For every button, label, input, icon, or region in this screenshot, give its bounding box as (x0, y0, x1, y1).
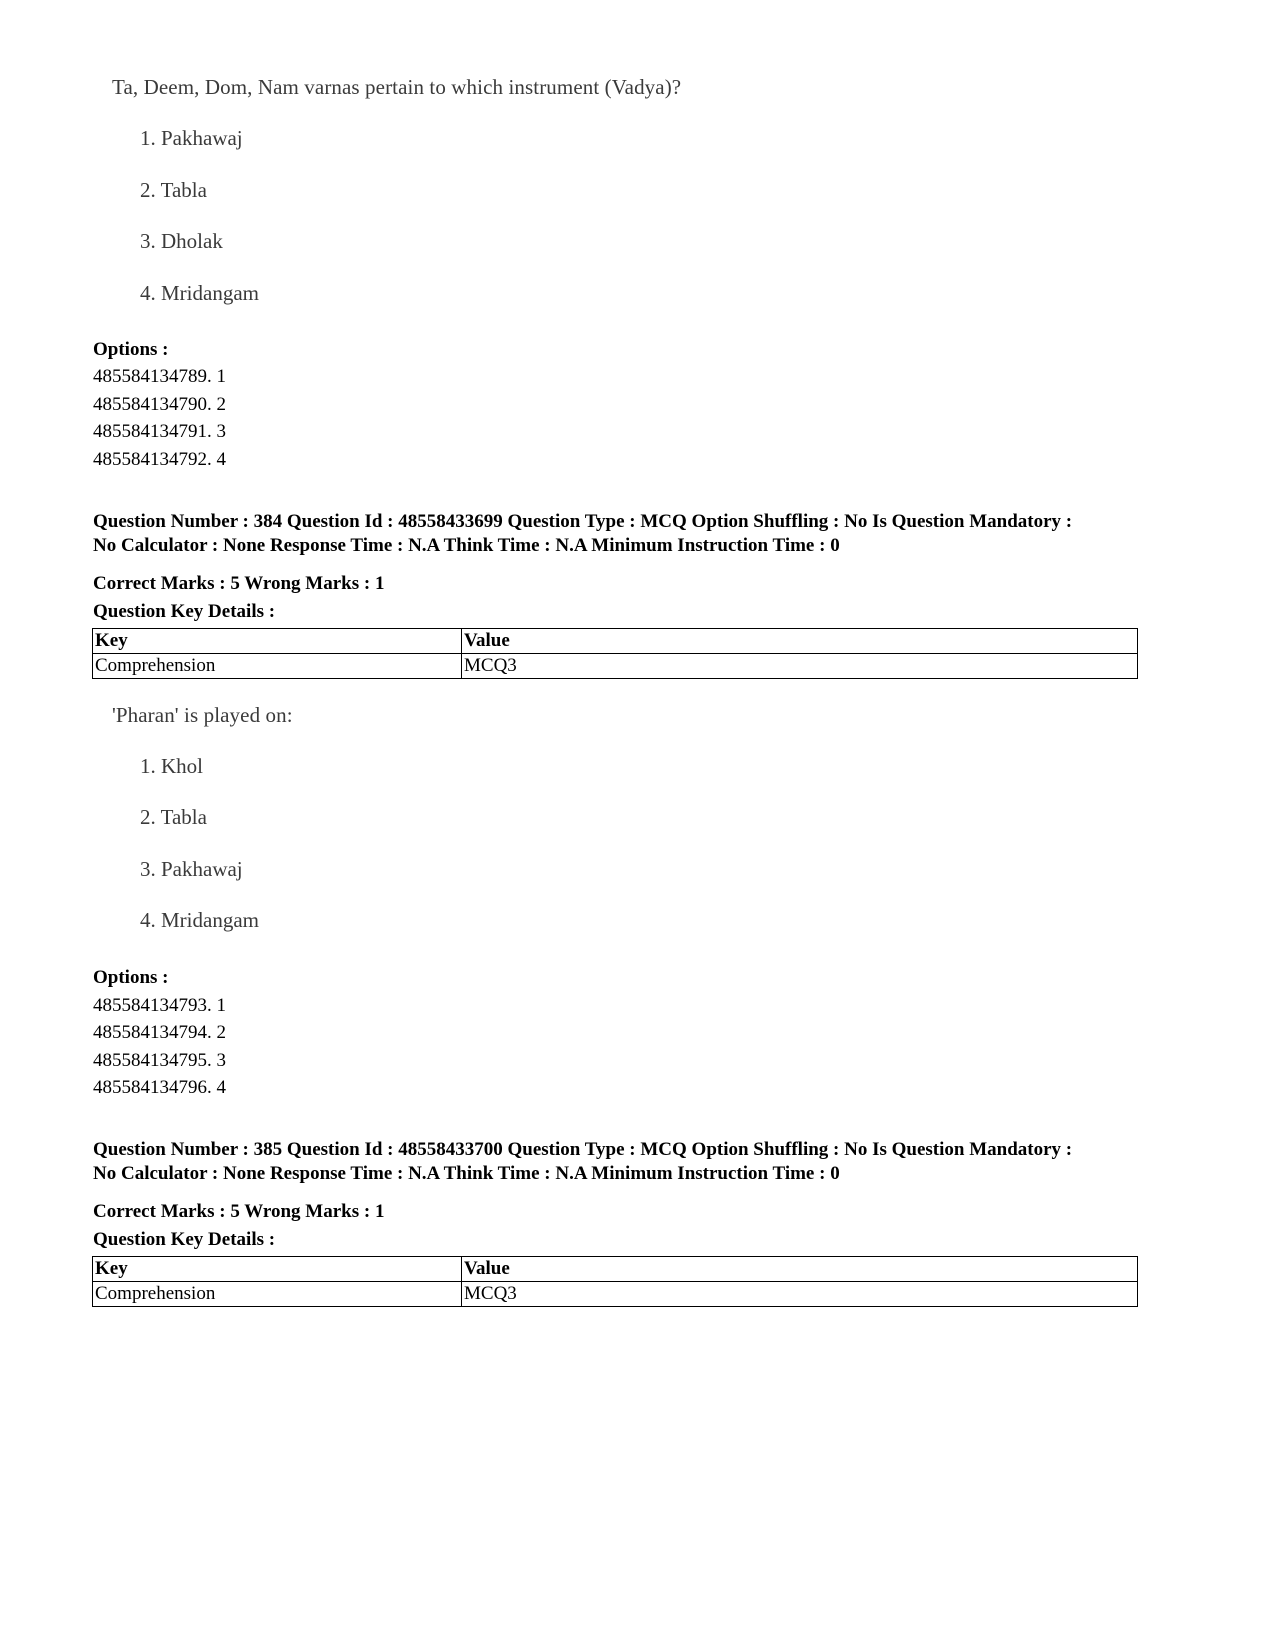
key-details-table (92, 628, 1138, 679)
table-header-key: Key (93, 1257, 462, 1282)
option-id: 485584134793. 1 (93, 995, 226, 1016)
table-cell-value: MCQ3 (462, 654, 1138, 679)
option-id: 485584134795. 3 (93, 1050, 226, 1071)
table-cell-value: MCQ3 (462, 1282, 1138, 1307)
table-row (93, 654, 1138, 679)
table-cell-key: Comprehension (93, 654, 462, 679)
question-meta-line: No Calculator : None Response Time : N.A Think Time : N.A Minimum Instruction Time : 0 (93, 535, 840, 556)
question-stem: 'Pharan' is played on: (112, 703, 293, 727)
marks-line: Correct Marks : 5 Wrong Marks : 1 (93, 1201, 385, 1222)
option-id: 485584134791. 3 (93, 421, 226, 442)
question-option: 3. Pakhawaj (140, 857, 243, 881)
question-meta-line: No Calculator : None Response Time : N.A Think Time : N.A Minimum Instruction Time : 0 (93, 1163, 840, 1184)
question-option: 1. Khol (140, 754, 203, 778)
question-option: 2. Tabla (140, 178, 207, 202)
question-stem: Ta, Deem, Dom, Nam varnas pertain to which instrument (Vadya)? (112, 75, 682, 99)
option-id: 485584134789. 1 (93, 366, 226, 387)
option-id: 485584134794. 2 (93, 1022, 226, 1043)
table-header-key: Key (93, 629, 462, 654)
question-option: 1. Pakhawaj (140, 126, 243, 150)
question-option: 2. Tabla (140, 805, 207, 829)
key-details-table (92, 1256, 1138, 1307)
question-option: 3. Dholak (140, 229, 223, 253)
option-id: 485584134796. 4 (93, 1077, 226, 1098)
table-cell-key: Comprehension (93, 1282, 462, 1307)
options-label: Options : (93, 967, 169, 988)
question-option: 4. Mridangam (140, 908, 259, 932)
table-header-value: Value (462, 629, 1138, 654)
question-meta (93, 1138, 1153, 1186)
question-meta-line: Question Number : 385 Question Id : 48558433700 Question Type : MCQ Option Shuffling : No Is Question Mandatory : (93, 1139, 1073, 1160)
options-label: Options : (93, 339, 169, 360)
option-id: 485584134792. 4 (93, 449, 226, 470)
option-id: 485584134790. 2 (93, 394, 226, 415)
key-details-label: Question Key Details : (93, 1229, 276, 1250)
question-meta-line: Question Number : 384 Question Id : 48558433699 Question Type : MCQ Option Shuffling : No Is Question Mandatory : (93, 511, 1073, 532)
question-meta (93, 510, 1153, 558)
question-option: 4. Mridangam (140, 281, 259, 305)
table-row (93, 1282, 1138, 1307)
table-header-value: Value (462, 1257, 1138, 1282)
table-header-row (93, 1257, 1138, 1282)
marks-line: Correct Marks : 5 Wrong Marks : 1 (93, 573, 385, 594)
table-header-row (93, 629, 1138, 654)
key-details-label: Question Key Details : (93, 601, 276, 622)
